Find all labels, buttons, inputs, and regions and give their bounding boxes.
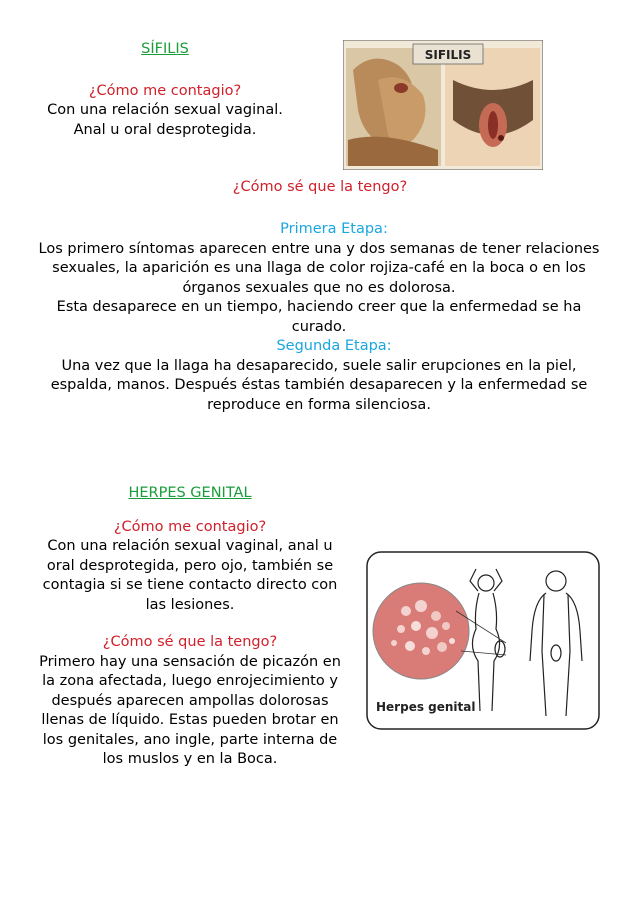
- herpes-question-symptoms: ¿Cómo sé que la tengo?: [102, 634, 278, 650]
- herpes-answer2-line-1: Primero hay una sensación de picazón en: [39, 653, 341, 670]
- herpes-illustration-svg: [366, 551, 600, 730]
- herpes-title: HERPES GENITAL: [128, 485, 252, 501]
- sifilis-illustration-svg: [343, 40, 543, 170]
- herpes-illustration: [366, 551, 600, 730]
- herpes-answer1-line-1: Con una relación sexual vaginal, anal u: [47, 538, 333, 554]
- sifilis-stage2-title: Segunda Etapa:: [276, 338, 392, 354]
- sifilis-question-symptoms: ¿Cómo sé que la tengo?: [232, 179, 408, 195]
- sifilis-header-block: [30, 40, 300, 140]
- sifilis-stage2-line-2: espalda, manos. Después éstas también desaparecen y la enfermedad se: [50, 377, 588, 393]
- sifilis-stage1-line-5: curado.: [291, 318, 347, 335]
- herpes-answer2-line-4: llenas de líquido. Estas pueden brotar en: [41, 712, 339, 728]
- sifilis-question-contagion: ¿Cómo me contagio?: [88, 82, 242, 99]
- herpes-answer2-line-5: los genitales, ano ingle, parte interna de: [42, 731, 338, 748]
- sifilis-stage1-line-3: órganos sexuales que no es dolorosa.: [182, 279, 456, 296]
- herpes-answer2-line-3: después aparecen ampollas dolorosas: [51, 692, 329, 709]
- sifilis-stage1-line-2: sexuales, la aparición es una llaga de color rojiza-café en la boca o en los: [52, 260, 586, 276]
- herpes-text-block: [30, 484, 350, 770]
- sifilis-stages-block: [10, 220, 628, 415]
- sifilis-stage1-line-1: Los primero síntomas aparecen entre una y dos semanas de tener relaciones: [38, 240, 600, 257]
- herpes-answer2-line-6: los muslos y en la Boca.: [102, 751, 278, 767]
- sifilis-stage1-line-4: Esta desaparece en un tiempo, haciendo creer que la enfermedad se ha: [56, 299, 582, 315]
- sifilis-answer-line-1: Con una relación sexual vaginal.: [47, 102, 283, 118]
- sifilis-stage2-line-1: Una vez que la llaga ha desaparecido, suele salir erupciones en la piel,: [61, 357, 577, 374]
- herpes-answer1-line-2: oral desprotegida, pero ojo, también se: [46, 557, 334, 574]
- sifilis-answer-line-2: Anal u oral desprotegida.: [73, 121, 257, 138]
- herpes-answer2-line-2: la zona afectada, luego enrojecimiento y: [42, 673, 338, 689]
- sifilis-title: SÍFILIS: [141, 41, 189, 57]
- herpes-image-label: Herpes genital: [376, 700, 476, 714]
- sifilis-illustration: [343, 40, 543, 170]
- sifilis-stage2-line-3: reproduce en forma silenciosa.: [207, 396, 431, 413]
- sifilis-stage1-title: Primera Etapa:: [280, 221, 388, 237]
- herpes-question-contagion: ¿Cómo me contagio?: [113, 518, 267, 535]
- herpes-answer1-line-4: las lesiones.: [145, 596, 235, 613]
- herpes-answer1-line-3: contagia si se tiene contacto directo con: [42, 577, 338, 593]
- sifilis-image-label: SIFILIS: [424, 48, 472, 62]
